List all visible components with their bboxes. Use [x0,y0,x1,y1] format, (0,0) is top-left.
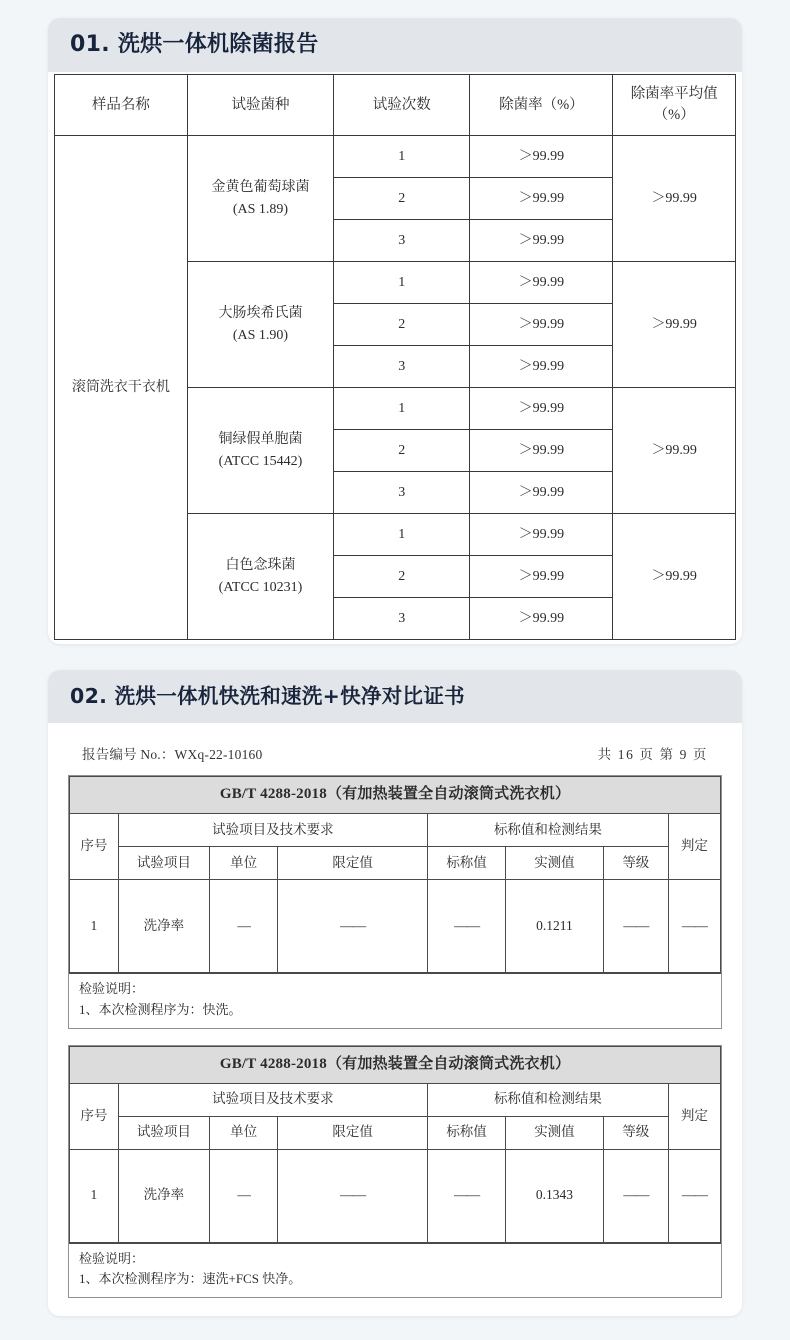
table-row [70,879,721,972]
column-header-average-rate: 除菌率平均值（%） [613,75,736,136]
cell-nominal: —— [428,1149,506,1242]
standard-title: GB/T 4288-2018（有加热装置全自动滚筒式洗衣机） [70,776,721,813]
note-title: 检验说明： [79,1250,145,1266]
standard-title-row [70,776,721,813]
column-header-rate: 除菌率（%） [470,75,613,136]
group-header-test-items: 试验项目及技术要求 [118,1083,427,1116]
cell-species-2 [187,262,333,388]
cell-species-1 [187,136,333,262]
cell-trial: 1 [334,262,470,304]
report-number: 报告编号 No.：WXq-22-10160 [82,746,263,762]
cell-nominal: —— [428,879,506,972]
column-header-judgement: 判定 [668,1083,720,1149]
section-card-sterilization [48,18,742,644]
column-header-limit: 限定值 [278,1116,428,1149]
cell-rate: ＞99.99 [470,514,613,556]
group-header-row [70,1083,721,1116]
species-code: (AS 1.90) [232,327,289,343]
column-header-test-item: 试验项目 [118,1116,209,1149]
cell-trial: 1 [334,388,470,430]
cell-trial: 3 [334,472,470,514]
certificate-table-2 [69,1046,721,1243]
sterilization-table [54,74,736,640]
cell-species-3 [187,388,333,514]
cell-test-item: 洗净率 [118,1149,209,1242]
column-header-nominal: 标称值 [428,1116,506,1149]
cell-limit: —— [278,879,428,972]
report-meta-line [68,737,722,775]
species-name: 白色念珠菌 [225,558,296,574]
column-header-unit: 单位 [209,1116,277,1149]
table-header-row [55,75,736,136]
section-header-certificate [48,670,742,723]
cell-rate: ＞99.99 [470,346,613,388]
certificate-block-1 [68,775,722,1029]
group-header-results: 标称值和检测结果 [428,1083,669,1116]
cell-average-4: ＞99.99 [613,514,736,640]
cell-measured: 0.1211 [506,879,604,972]
section-header-sterilization [48,18,742,72]
cell-trial: 1 [334,136,470,178]
certificate-table-1 [69,776,721,973]
certificate-block-2 [68,1045,722,1299]
cell-trial: 2 [334,178,470,220]
cell-rate: ＞99.99 [470,304,613,346]
page-title-certificate: 02. 洗烘一体机快洗和速洗+快净对比证书 [70,684,465,709]
column-header-judgement: 判定 [668,813,720,879]
group-header-results: 标称值和检测结果 [428,813,669,846]
cell-seq: 1 [70,879,119,972]
group-header-test-items: 试验项目及技术要求 [118,813,427,846]
cell-rate: ＞99.99 [470,556,613,598]
inspection-note-2 [69,1243,721,1298]
section-body-sterilization [48,72,742,644]
cell-rate: ＞99.99 [470,388,613,430]
note-title: 检验说明： [79,980,145,996]
page-title-sterilization: 01. 洗烘一体机除菌报告 [70,32,319,57]
cell-judgement: —— [668,1149,720,1242]
cell-rate: ＞99.99 [470,472,613,514]
column-header-measured: 实测值 [506,846,604,879]
standard-title: GB/T 4288-2018（有加热装置全自动滚筒式洗衣机） [70,1046,721,1083]
cell-rate: ＞99.99 [470,178,613,220]
note-line: 1、本次检测程序为：速洗+FCS 快净。 [79,1271,302,1287]
cell-judgement: —— [668,879,720,972]
cell-trial: 3 [334,598,470,640]
table-row [55,136,736,178]
column-header-nominal: 标称值 [428,846,506,879]
cell-rate: ＞99.99 [470,430,613,472]
standard-title-row [70,1046,721,1083]
sub-header-row [70,846,721,879]
cell-grade: —— [603,879,668,972]
column-header-trial-count: 试验次数 [334,75,470,136]
cell-rate: ＞99.99 [470,598,613,640]
column-header-grade: 等级 [603,1116,668,1149]
cell-unit: — [209,879,277,972]
section-card-certificate [48,670,742,1316]
cell-trial: 2 [334,304,470,346]
sub-header-row [70,1116,721,1149]
cell-trial: 3 [334,346,470,388]
section-body-certificate [48,723,742,1316]
column-header-test-item: 试验项目 [118,846,209,879]
column-header-sample-name: 样品名称 [55,75,188,136]
column-header-seq: 序号 [70,1083,119,1149]
species-code: (AS 1.89) [232,201,289,217]
cell-trial: 2 [334,430,470,472]
cell-rate: ＞99.99 [470,220,613,262]
group-header-row [70,813,721,846]
species-name: 铜绿假单胞菌 [218,432,303,448]
cell-sample-name: 滚筒洗衣干衣机 [55,136,188,640]
cell-limit: —— [278,1149,428,1242]
column-header-seq: 序号 [70,813,119,879]
page-indicator: 共 16 页 第 9 页 [597,746,708,762]
cell-trial: 3 [334,220,470,262]
cell-grade: —— [603,1149,668,1242]
cell-seq: 1 [70,1149,119,1242]
inspection-note-1 [69,973,721,1028]
species-name: 金黄色葡萄球菌 [211,180,310,196]
column-header-limit: 限定值 [278,846,428,879]
cell-average-1: ＞99.99 [613,136,736,262]
column-header-measured: 实测值 [506,1116,604,1149]
cell-test-item: 洗净率 [118,879,209,972]
species-name: 大肠埃希氏菌 [218,306,303,322]
cell-measured: 0.1343 [506,1149,604,1242]
cell-rate: ＞99.99 [470,262,613,304]
cell-average-3: ＞99.99 [613,388,736,514]
column-header-unit: 单位 [209,846,277,879]
cell-rate: ＞99.99 [470,136,613,178]
cell-average-2: ＞99.99 [613,262,736,388]
cell-trial: 1 [334,514,470,556]
species-code: (ATCC 10231) [218,579,303,595]
column-header-grade: 等级 [603,846,668,879]
species-code: (ATCC 15442) [218,453,303,469]
table-row [70,1149,721,1242]
cell-trial: 2 [334,556,470,598]
note-line: 1、本次检测程序为：快洗。 [79,1001,242,1017]
cell-unit: — [209,1149,277,1242]
column-header-species: 试验菌种 [187,75,333,136]
cell-species-4 [187,514,333,640]
